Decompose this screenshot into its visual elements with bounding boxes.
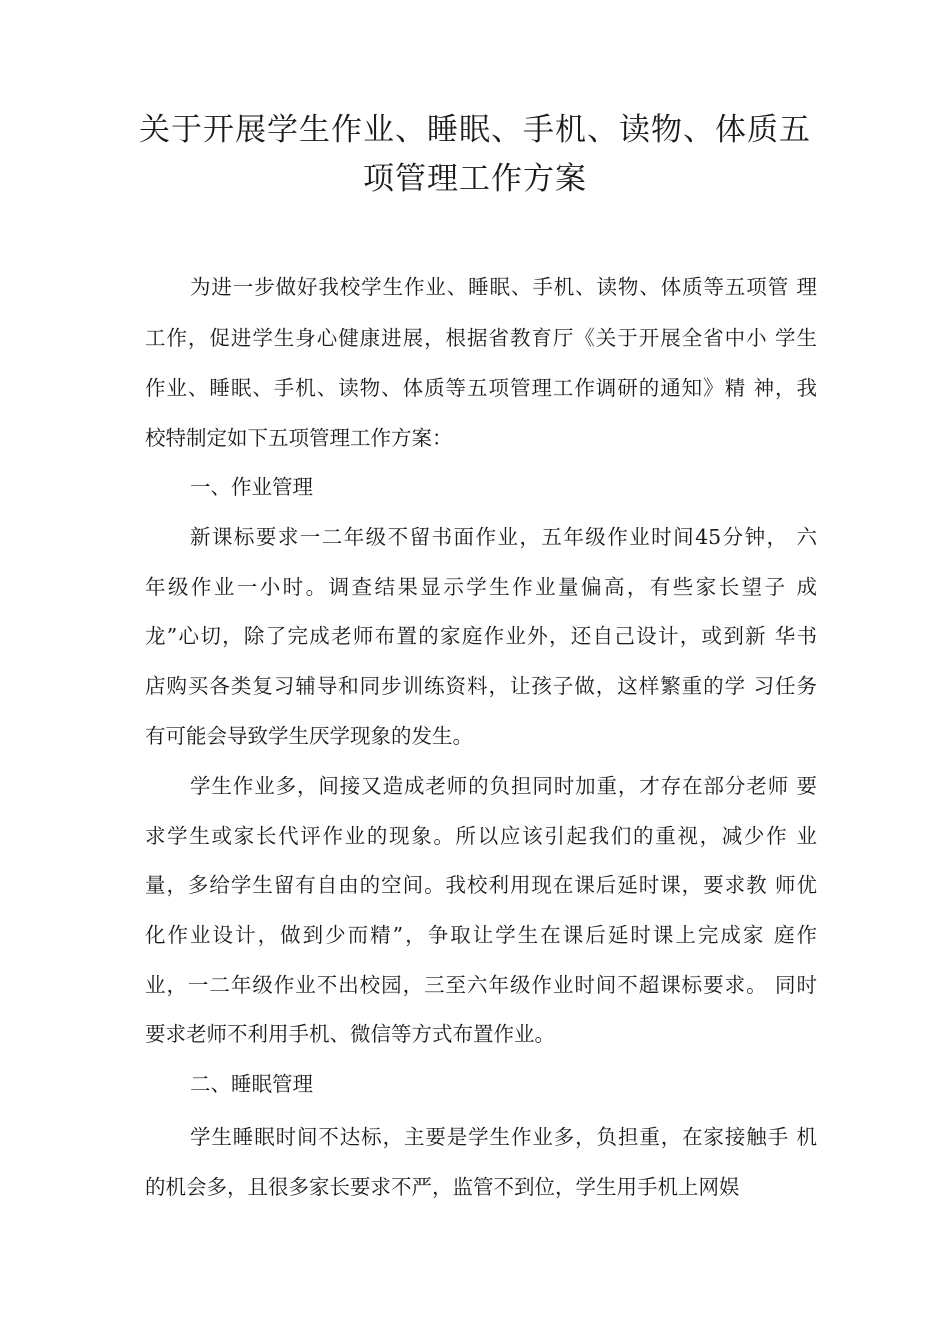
- sleep-paragraph-line-1: 学生睡眠时间不达标，主要是学生作业多，负担重，在家接触手 机: [190, 1125, 817, 1149]
- homework-paragraph-2-line-4: 化作业设计，做到少而精”，争取让学生在课后延时课上完成家 庭作: [145, 923, 817, 947]
- homework-paragraph-2-line-2: 求学生或家长代评作业的现象。所以应该引起我们的重视，减少作 业: [145, 824, 817, 848]
- intro-paragraph-line-2: 工作，促进学生身心健康进展，根据省教育厅《关于开展全省中小 学生: [145, 326, 817, 350]
- section-heading-sleep: 二、睡眠管理: [190, 1072, 313, 1096]
- homework-paragraph-1-line-3: 龙”心切，除了完成老师布置的家庭作业外，还自己设计，或到新 华书: [145, 624, 817, 648]
- homework-paragraph-2-line-3: 量，多给学生留有自由的空间。我校利用现在课后延时课，要求教 师优: [145, 873, 817, 897]
- intro-paragraph-line-3: 作业、睡眠、手机、读物、体质等五项管理工作调研的通知》精 神，我: [145, 376, 817, 400]
- sleep-paragraph-line-2: 的机会多，且很多家长要求不严，监管不到位，学生用手机上网娱: [145, 1175, 740, 1199]
- document-title-line-2: 项管理工作方案: [363, 161, 587, 197]
- homework-paragraph-1-line-5: 有可能会导致学生厌学现象的发生。: [145, 724, 473, 748]
- homework-paragraph-1-line-4: 店购买各类复习辅导和同步训练资料，让孩子做，这样繁重的学 习任务: [145, 674, 817, 698]
- homework-paragraph-2-line-1: 学生作业多，间接又造成老师的负担同时加重，才存在部分老师 要: [190, 774, 817, 798]
- homework-paragraph-1-line-2: 年级作业一小时。调查结果显示学生作业量偏高，有些家长望子 成: [145, 575, 817, 599]
- intro-paragraph-line-1: 为进一步做好我校学生作业、睡眠、手机、读物、体质等五项管 理: [190, 275, 817, 299]
- homework-paragraph-2-line-5: 业，一二年级作业不出校园，三至六年级作业时间不超课标要求。 同时: [145, 973, 817, 997]
- document-title-line-1: 关于开展学生作业、睡眠、手机、读物、体质五: [139, 112, 811, 148]
- homework-paragraph-2-line-6: 要求老师不利用手机、微信等方式布置作业。: [145, 1022, 555, 1046]
- section-heading-homework: 一、作业管理: [190, 475, 313, 499]
- intro-paragraph-line-4: 校特制定如下五项管理工作方案：: [145, 426, 453, 450]
- homework-paragraph-1-line-1: 新课标要求一二年级不留书面作业，五年级作业时间45分钟， 六: [190, 525, 817, 549]
